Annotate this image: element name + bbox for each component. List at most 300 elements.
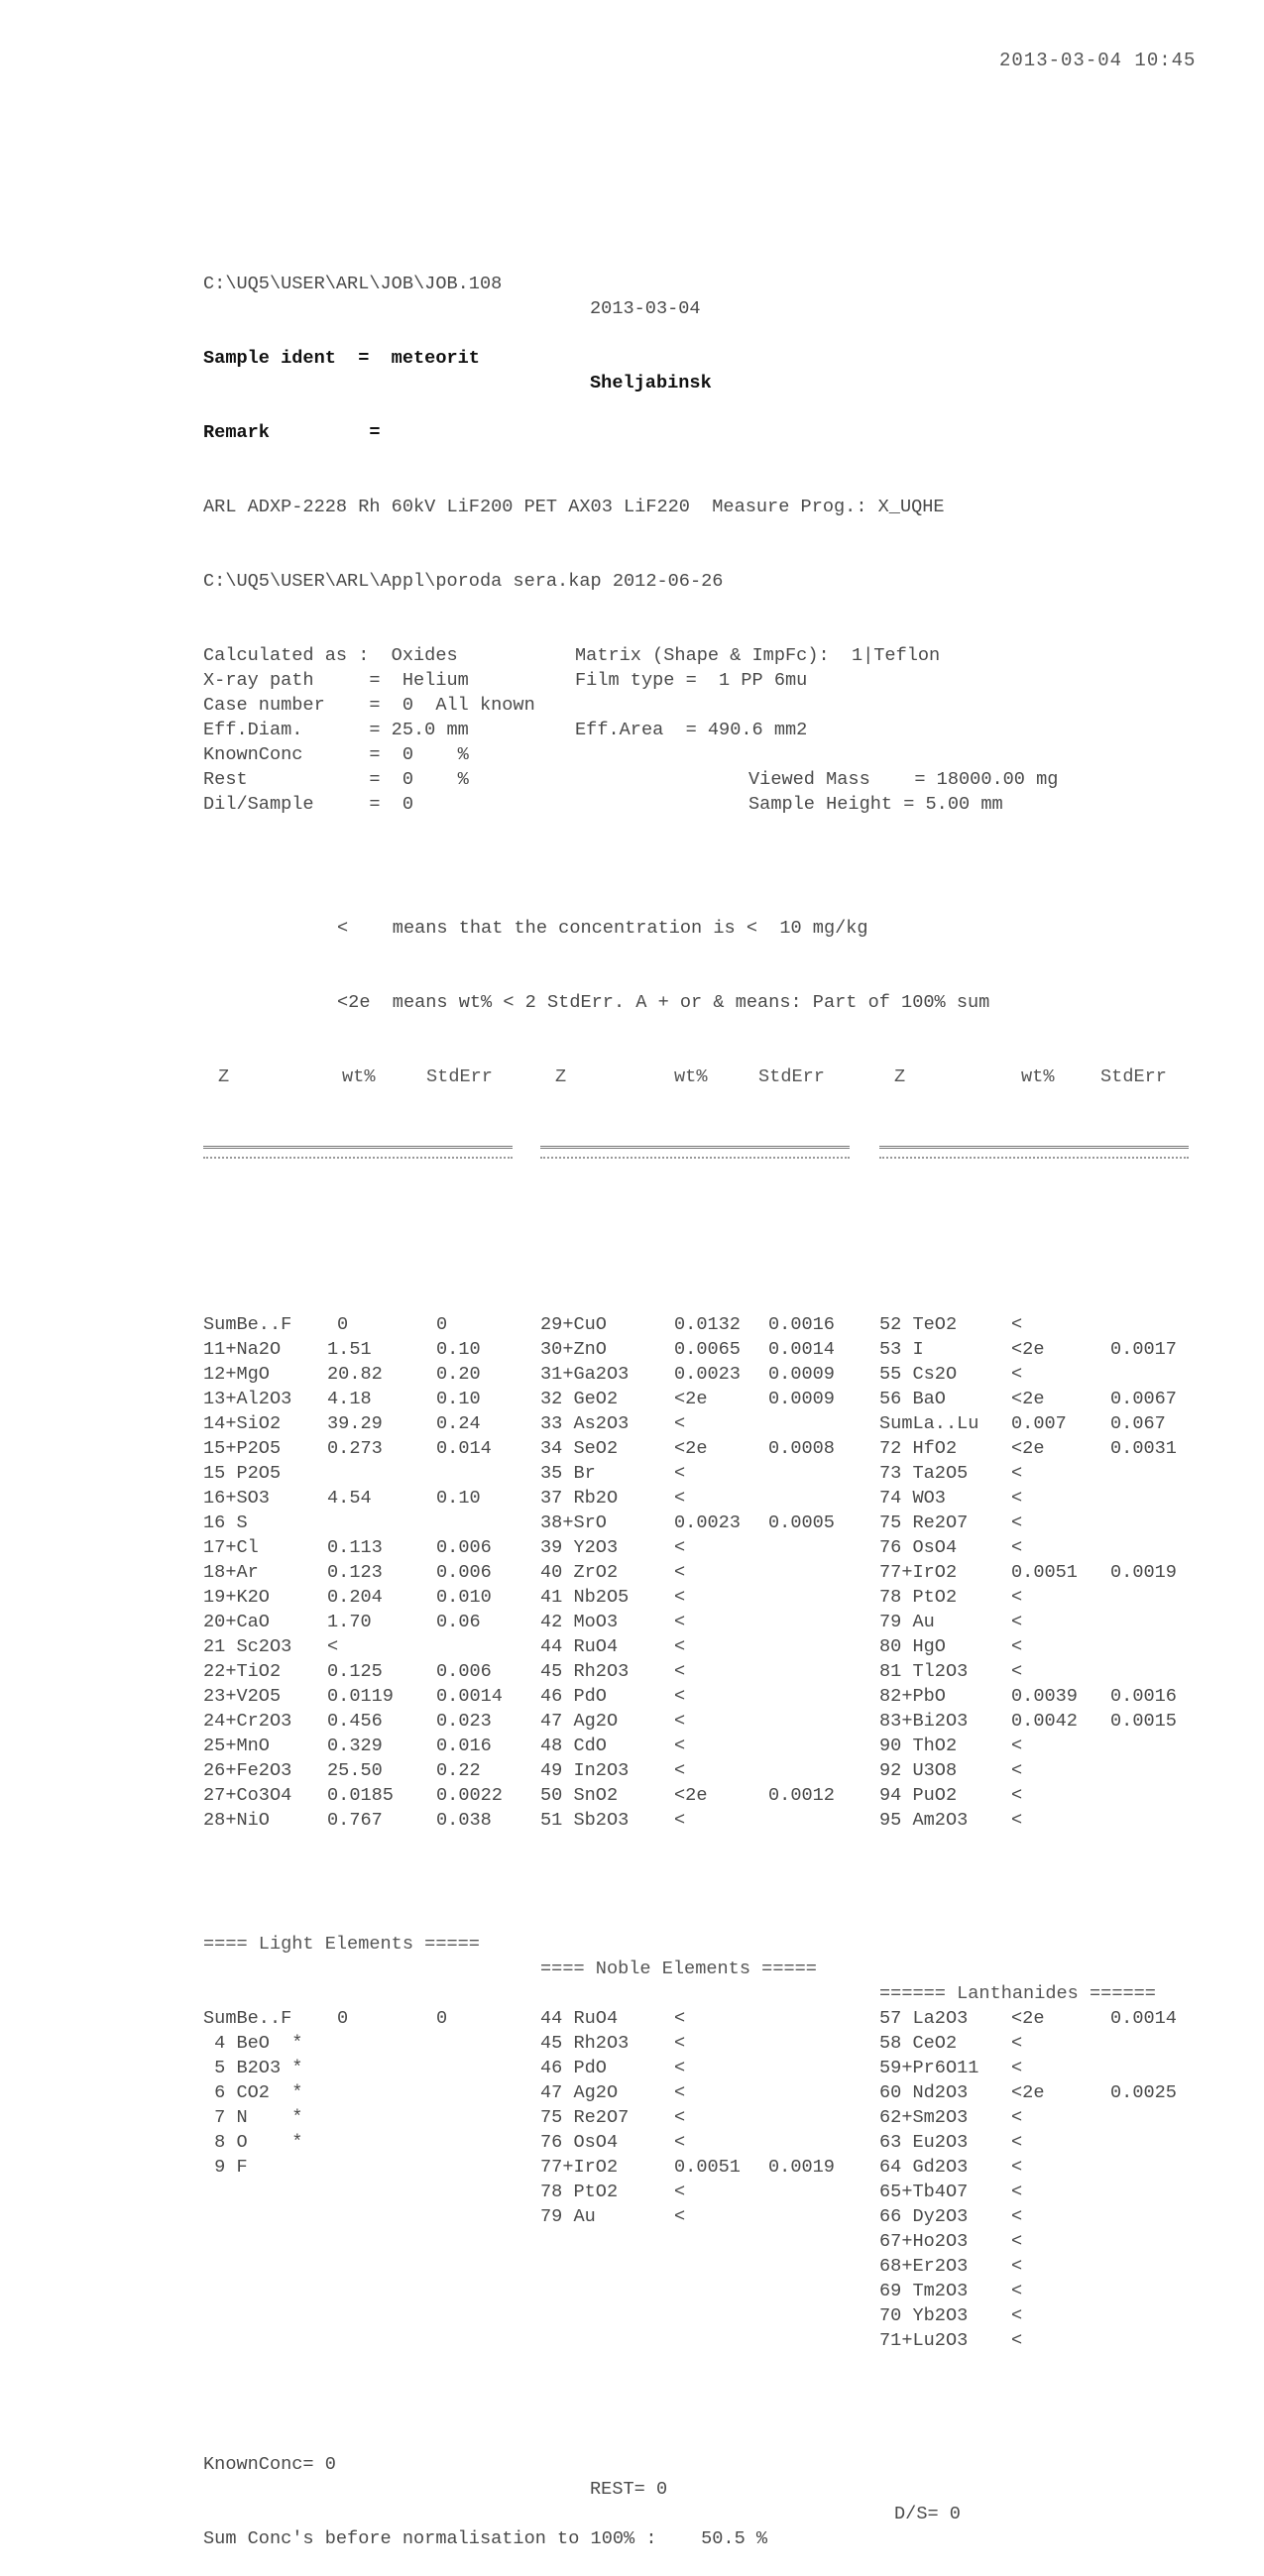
table-cell: 20+CaO [203,1612,270,1632]
table-cell: < [674,1636,686,1657]
table-cell: < [327,1636,339,1657]
section-cell: < [1011,2132,1023,2153]
parameter-left: Eff.Diam. = 25.0 mm [203,720,469,740]
section-row [203,2204,1195,2229]
table-cell: 33 As2O3 [540,1413,630,1434]
table-cell: 0.0023 [674,1512,741,1533]
section-cell: < [674,2132,686,2153]
section-cell: < [1011,2305,1023,2326]
table-cell: 1.51 [327,1339,372,1360]
table-cell: < [674,1736,686,1756]
table-row [203,1684,1195,1709]
table-cell: 95 Am2O3 [879,1810,969,1831]
section-cell: 9 F [203,2157,248,2178]
table-row [203,1312,1195,1337]
job-date: 2013-03-04 [590,298,701,319]
table-cell: 56 BaO [879,1389,946,1409]
header-separator [203,1139,1195,1164]
column-headers [203,1064,1195,1089]
table-cell: < [674,1711,686,1732]
section-cell: < [1011,2058,1023,2078]
section-cell: 67+Ho2O3 [879,2231,969,2252]
table-cell: 25.50 [327,1760,383,1781]
table-row [203,1808,1195,1833]
section-cell: < [674,2182,686,2202]
section-cell: 63 Eu2O3 [879,2132,969,2153]
column-header: wt% [674,1066,708,1087]
table-cell: < [674,1562,686,1583]
table-cell: 0.0065 [674,1339,741,1360]
table-cell: 0.0132 [674,1314,741,1335]
table-cell: 47 Ag2O [540,1711,619,1732]
column-header: StdErr [426,1066,493,1087]
table-cell: 0.0012 [768,1785,835,1806]
section-cell: < [1011,2182,1023,2202]
section-cell: < [1011,2206,1023,2227]
table-cell: 75 Re2O7 [879,1512,969,1533]
section-cell: 79 Au [540,2206,596,2227]
table-cell: 46 PdO [540,1686,607,1707]
section-cell: 0.0019 [768,2157,835,2178]
section-row [203,2180,1195,2204]
table-row [203,1461,1195,1486]
section-cell: 78 PtO2 [540,2182,619,2202]
section-row [203,2279,1195,2303]
table-cell: 0.007 [1011,1413,1067,1434]
table-cell: 0.006 [436,1537,492,1558]
parameter-left: Rest = 0 % [203,769,469,790]
section-row [203,2105,1195,2130]
table-cell: 55 Cs2O [879,1364,958,1385]
table-cell: 0.0014 [768,1339,835,1360]
table-cell: 27+Co3O4 [203,1785,292,1806]
table-cell: 28+NiO [203,1810,270,1831]
table-cell: <2e [1011,1389,1045,1409]
section-row [203,2303,1195,2328]
section-row [203,2155,1195,2180]
remark: Remark = [203,422,381,443]
table-cell: 49 In2O3 [540,1760,630,1781]
table-cell: 77+IrO2 [879,1562,958,1583]
section-cell: < [674,2033,686,2054]
section-cell: 75 Re2O7 [540,2107,630,2128]
table-cell: 0.006 [436,1562,492,1583]
footer-line [203,2427,1195,2524]
job-path: C:\UQ5\USER\ARL\JOB\JOB.108 [203,274,503,294]
section-cell: < [1011,2033,1023,2054]
table-cell: 0.0042 [1011,1711,1078,1732]
table-cell: 0.0119 [327,1686,394,1707]
section-cell: 62+Sm2O3 [879,2107,969,2128]
appl-path: C:\UQ5\USER\ARL\Appl\poroda sera.kap 2012-06-26 [203,571,724,592]
table-cell: 0.0016 [768,1314,835,1335]
table-cell: SumLa..Lu [879,1413,979,1434]
table-cell: 21 Sc2O3 [203,1636,292,1657]
table-cell: 32 GeO2 [540,1389,619,1409]
table-cell: < [1011,1661,1023,1682]
lanthanides-title: ====== Lanthanides ====== [879,1983,1156,2004]
sum-conc: Sum Conc's before normalisation to 100% : 50.5 % [203,2528,768,2549]
table-row [203,1387,1195,1411]
legend-2e: <2e means wt% < 2 StdErr. A + or & means: Part of 100% sum [337,992,990,1013]
table-cell: 13+Al2O3 [203,1389,292,1409]
section-cell: SumBe..F [203,2008,292,2029]
parameter-block [203,643,1195,817]
parameter-line [203,643,1195,668]
table-cell: 0.067 [1110,1413,1166,1434]
table-cell: 0.0005 [768,1512,835,1533]
table-cell: 16 S [203,1512,248,1533]
table-cell: 0.0008 [768,1438,835,1459]
parameter-left: Calculated as : Oxides [203,645,458,666]
table-cell: 16+SO3 [203,1488,270,1509]
column-header: Z [894,1066,906,1087]
table-cell: 0.273 [327,1438,383,1459]
table-cell: 0.06 [436,1612,481,1632]
sample-name: Sheljabinsk [590,373,712,393]
table-cell: 0.006 [436,1661,492,1682]
table-cell: 11+Na2O [203,1339,282,1360]
section-cell: 57 La2O3 [879,2008,969,2029]
section-cell: 59+Pr6O11 [879,2058,979,2078]
table-cell: 0.0185 [327,1785,394,1806]
table-cell: 0.023 [436,1711,492,1732]
table-cell: 12+MgO [203,1364,270,1385]
table-row [203,1634,1195,1659]
table-cell: 53 I [879,1339,924,1360]
table-cell: 0.016 [436,1736,492,1756]
table-cell: 0.125 [327,1661,383,1682]
section-row [203,2056,1195,2080]
table-cell: 50 SnO2 [540,1785,619,1806]
table-cell: 0.0015 [1110,1711,1177,1732]
table-cell: < [1011,1636,1023,1657]
table-cell: 29+CuO [540,1314,607,1335]
section-cell: <2e [1011,2008,1045,2029]
table-row [203,1535,1195,1560]
table-cell: 15 P2O5 [203,1463,282,1484]
table-cell: 37 Rb2O [540,1488,619,1509]
section-cell: 66 Dy2O3 [879,2206,969,2227]
table-cell: 0.0067 [1110,1389,1177,1409]
section-row [203,2130,1195,2155]
table-cell: 0.0009 [768,1389,835,1409]
footer-rest: REST= 0 [590,2479,668,2500]
table-cell: < [674,1537,686,1558]
section-row [203,2006,1195,2031]
section-cell: 70 Yb2O3 [879,2305,969,2326]
table-cell: 31+Ga2O3 [540,1364,630,1385]
section-cell: 69 Tm2O3 [879,2281,969,2301]
section-cell: 65+Tb4O7 [879,2182,969,2202]
section-cell: < [1011,2256,1023,2277]
table-cell: 82+PbO [879,1686,946,1707]
table-cell: 0.24 [436,1413,481,1434]
table-cell: 0.0023 [674,1364,741,1385]
section-cell: 46 PdO [540,2058,607,2078]
remark-line [203,395,1195,443]
table-row [203,1486,1195,1511]
table-cell: < [1011,1587,1023,1608]
column-header: Z [218,1066,230,1087]
legend-line-1 [203,891,1195,939]
instrument-line [203,470,1195,517]
section-cell: 60 Nd2O3 [879,2082,969,2103]
table-cell: 17+Cl [203,1537,259,1558]
section-cell: 4 BeO * [203,2033,303,2054]
footer-ds: D/S= 0 [894,2504,961,2524]
table-cell: < [674,1463,686,1484]
section-cell: 0.0014 [1110,2008,1177,2029]
section-cell: < [1011,2107,1023,2128]
table-cell: < [674,1810,686,1831]
table-cell: 0.0031 [1110,1438,1177,1459]
section-cell: 0.0051 [674,2157,741,2178]
table-cell: 39 Y2O3 [540,1537,619,1558]
section-cell: <2e [1011,2082,1045,2103]
table-cell: 0.0019 [1110,1562,1177,1583]
parameter-right: Eff.Area = 490.6 mm2 [575,720,808,740]
section-row [203,2229,1195,2254]
section-cell: 68+Er2O3 [879,2256,969,2277]
section-cell: 47 Ag2O [540,2082,619,2103]
parameter-left: Case number = 0 All known [203,695,535,716]
table-cell: 0.22 [436,1760,481,1781]
table-cell: 0.113 [327,1537,383,1558]
table-cell: 0.0039 [1011,1686,1078,1707]
table-cell: 22+TiO2 [203,1661,282,1682]
table-cell: < [674,1488,686,1509]
section-cell: 58 CeO2 [879,2033,958,2054]
table-cell: < [1011,1537,1023,1558]
footer-known-conc: KnownConc= 0 [203,2454,336,2475]
instrument: ARL ADXP-2228 Rh 60kV LiF200 PET AX03 LiF220 Measure Prog.: X_UQHE [203,497,945,517]
section-cell: 71+Lu2O3 [879,2330,969,2351]
table-cell: < [674,1686,686,1707]
table-cell: <2e [674,1785,708,1806]
table-cell: 74 WO3 [879,1488,946,1509]
column-header: Z [555,1066,567,1087]
table-cell: 76 OsO4 [879,1537,958,1558]
column-header: StdErr [758,1066,825,1087]
parameter-left: X-ray path = Helium [203,670,469,691]
section-cell: < [1011,2330,1023,2351]
table-cell: <2e [1011,1339,1045,1360]
table-cell: 78 PtO2 [879,1587,958,1608]
table-row [203,1362,1195,1387]
section-cell: 45 Rh2O3 [540,2033,630,2054]
section-cell: < [674,2008,686,2029]
table-cell: 90 ThO2 [879,1736,958,1756]
report [203,197,1195,2551]
table-cell: 0.10 [436,1389,481,1409]
legend-lt: < means that the concentration is < 10 mg/kg [337,918,868,939]
section-cell: < [674,2058,686,2078]
light-elements-title: ==== Light Elements ===== [203,1934,480,1955]
table-cell: < [1011,1612,1023,1632]
table-cell: 34 SeO2 [540,1438,619,1459]
table-cell: < [674,1612,686,1632]
table-cell: < [1011,1785,1023,1806]
parameter-line [203,792,1195,817]
section-cell: < [1011,2281,1023,2301]
table-cell: < [1011,1512,1023,1533]
section-cell: < [1011,2231,1023,2252]
table-cell: 44 RuO4 [540,1636,619,1657]
section-cell: < [674,2082,686,2103]
table-cell: 0.329 [327,1736,383,1756]
legend-line-2 [203,965,1195,1013]
column-header: wt% [342,1066,376,1087]
table-cell: 72 HfO2 [879,1438,958,1459]
viewed-mass: Viewed Mass = 18000.00 mg [748,769,1059,790]
table-cell: < [674,1661,686,1682]
section-cell: < [674,2107,686,2128]
table-cell: < [1011,1314,1023,1335]
table-cell: 94 PuO2 [879,1785,958,1806]
table-cell: 0.0022 [436,1785,503,1806]
table-cell: 0.10 [436,1339,481,1360]
section-cell: 77+IrO2 [540,2157,619,2178]
parameter-line [203,742,1195,767]
table-cell: 4.18 [327,1389,372,1409]
table-cell: 0.0017 [1110,1339,1177,1360]
section-cell: 44 RuO4 [540,2008,619,2029]
table-cell: 14+SiO2 [203,1413,282,1434]
table-cell: 0.014 [436,1438,492,1459]
parameter-line [203,767,1195,792]
table-cell: 0 [337,1314,349,1335]
parameter-line [203,718,1195,742]
table-row [203,1411,1195,1436]
table-cell: 23+V2O5 [203,1686,282,1707]
section-row [203,2254,1195,2279]
noble-elements-title: ==== Noble Elements ===== [540,1959,817,1979]
table-cell: 40 ZrO2 [540,1562,619,1583]
table-row [203,1337,1195,1362]
table-cell: < [1011,1736,1023,1756]
table-cell: < [1011,1364,1023,1385]
timestamp: 2013-03-04 10:45 [999,50,1197,71]
table-row [203,1585,1195,1610]
section-cell: 5 B2O3 * [203,2058,303,2078]
table-cell: 41 Nb2O5 [540,1587,630,1608]
table-cell: 15+P2O5 [203,1438,282,1459]
parameter-line [203,668,1195,693]
table-cell: 0.0051 [1011,1562,1078,1583]
section-cell: 76 OsO4 [540,2132,619,2153]
section-cell: < [1011,2157,1023,2178]
table-row [203,1610,1195,1634]
table-cell: < [1011,1488,1023,1509]
table-cell: 81 Tl2O3 [879,1661,969,1682]
table-cell: 0.0016 [1110,1686,1177,1707]
table-cell: 0.0014 [436,1686,503,1707]
section-cell: 0.0025 [1110,2082,1177,2103]
section-cell: 0 [436,2008,448,2029]
table-row [203,1511,1195,1535]
table-row [203,1709,1195,1734]
table-cell: 20.82 [327,1364,383,1385]
table-cell: 0.204 [327,1587,383,1608]
table-cell: 0.20 [436,1364,481,1385]
table-cell: 0.038 [436,1810,492,1831]
table-cell: 18+Ar [203,1562,259,1583]
job-line [203,247,1195,319]
table-cell: 19+K2O [203,1587,270,1608]
sample-ident: Sample ident = meteorit [203,348,480,369]
section-cell: < [674,2206,686,2227]
section-cell: 7 N * [203,2107,303,2128]
table-row [203,1436,1195,1461]
parameter-left: Dil/Sample = 0 [203,794,414,815]
table-cell: < [674,1760,686,1781]
section-titles [203,1907,1195,2004]
table-row [203,1783,1195,1808]
table-cell: < [1011,1810,1023,1831]
appl-line [203,544,1195,592]
table-cell: < [674,1587,686,1608]
table-cell: 52 TeO2 [879,1314,958,1335]
section-row [203,2080,1195,2105]
parameter-left: KnownConc = 0 % [203,744,469,765]
table-cell: <2e [674,1438,708,1459]
table-cell: < [1011,1463,1023,1484]
table-cell: < [1011,1760,1023,1781]
parameter-right: Matrix (Shape & ImpFc): 1|Teflon [575,645,941,666]
results-table [203,1312,1195,1833]
table-row [203,1758,1195,1783]
table-cell: 92 U3O8 [879,1760,958,1781]
table-cell: 73 Ta2O5 [879,1463,969,1484]
table-cell: 45 Rh2O3 [540,1661,630,1682]
table-cell: 0.10 [436,1488,481,1509]
section-row [203,2328,1195,2353]
table-cell: <2e [1011,1438,1045,1459]
section-cell: 8 O * [203,2132,303,2153]
table-cell: < [674,1413,686,1434]
table-cell: 30+ZnO [540,1339,607,1360]
table-cell: 35 Br [540,1463,596,1484]
section-cell: 0 [337,2008,349,2029]
table-cell: 1.70 [327,1612,372,1632]
table-cell: 0 [436,1314,448,1335]
section-cell: 6 CO2 * [203,2082,303,2103]
sections-table [203,2006,1195,2353]
table-cell: 0.456 [327,1711,383,1732]
parameter-right: Film type = 1 PP 6mu [575,670,808,691]
table-cell: SumBe..F [203,1314,292,1335]
table-cell: <2e [674,1389,708,1409]
sum-line [203,2502,1195,2549]
table-cell: 39.29 [327,1413,383,1434]
table-cell: 80 HgO [879,1636,946,1657]
section-cell: 64 Gd2O3 [879,2157,969,2178]
table-cell: 42 MoO3 [540,1612,619,1632]
table-cell: 0.0009 [768,1364,835,1385]
table-cell: 25+MnO [203,1736,270,1756]
table-cell: 0.010 [436,1587,492,1608]
table-cell: 38+SrO [540,1512,607,1533]
column-header: StdErr [1100,1066,1167,1087]
table-cell: 0.123 [327,1562,383,1583]
column-header: wt% [1021,1066,1055,1087]
table-cell: 51 Sb2O3 [540,1810,630,1831]
table-cell: 83+Bi2O3 [879,1711,969,1732]
sample-height: Sample Height = 5.00 mm [748,794,1003,815]
table-row [203,1734,1195,1758]
table-cell: 0.767 [327,1810,383,1831]
